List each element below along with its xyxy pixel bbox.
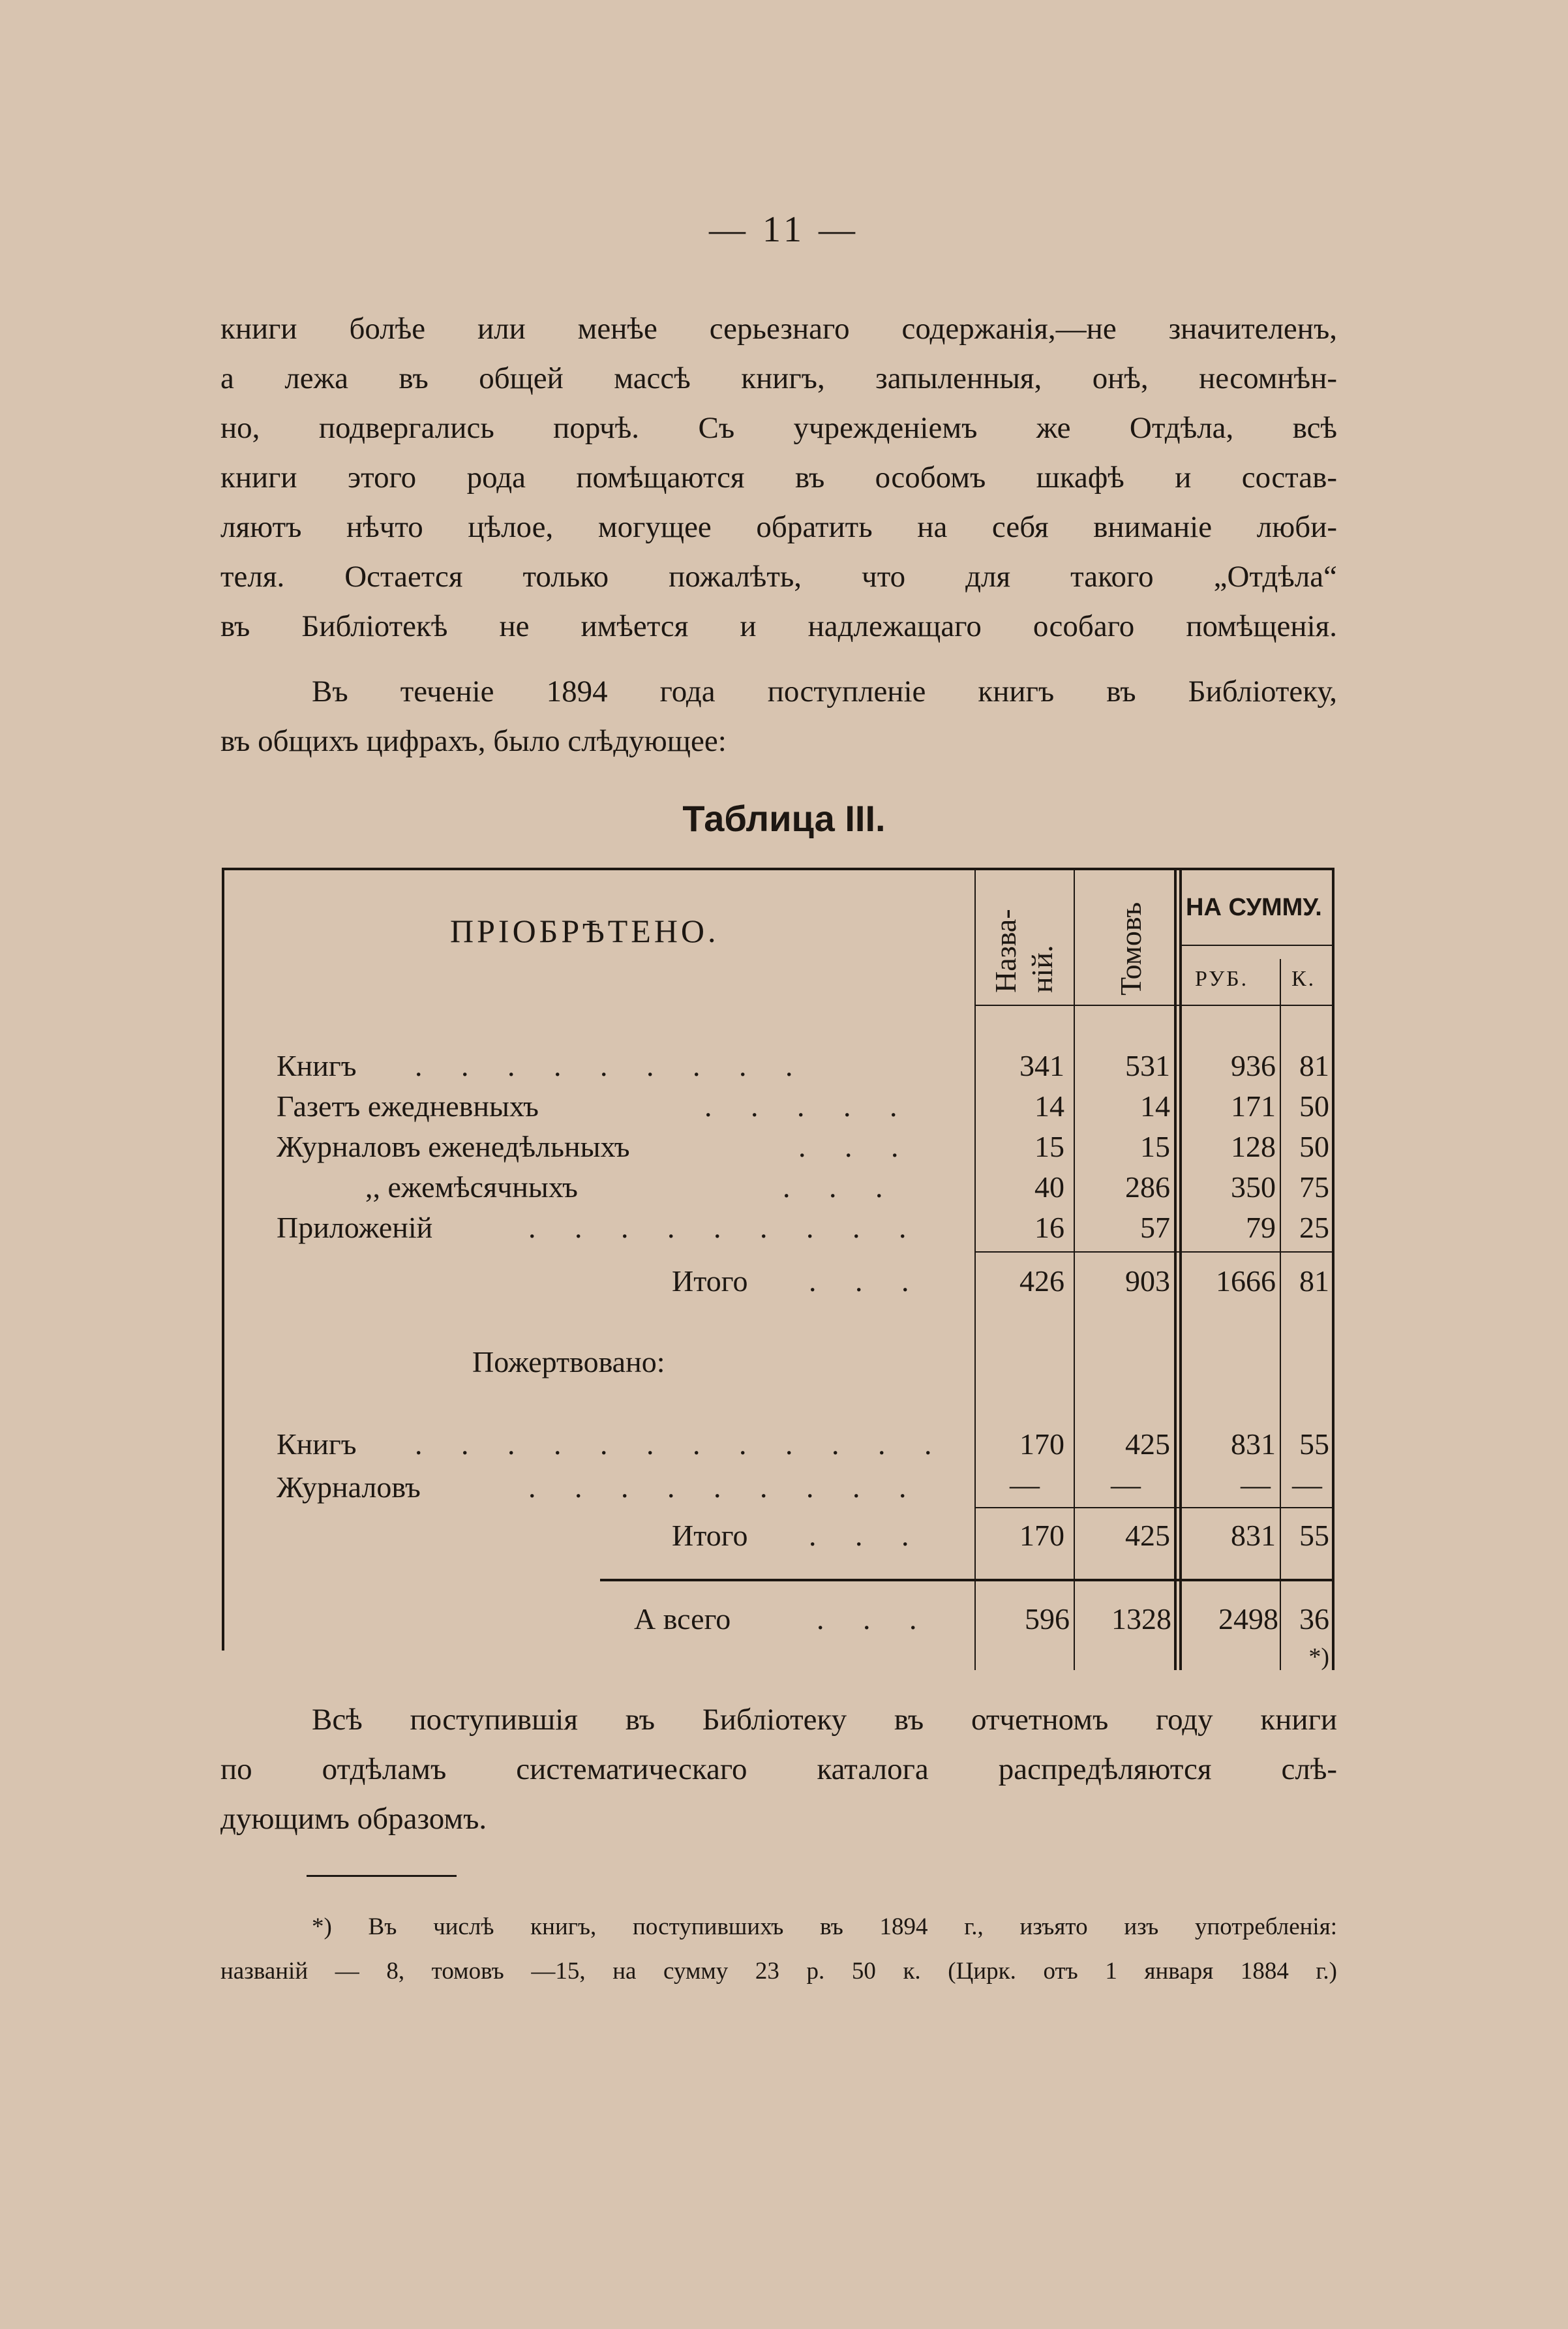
grand-total-label: А всего bbox=[634, 1602, 731, 1636]
cell-rub: 79 bbox=[1246, 1211, 1276, 1244]
column-divider bbox=[1074, 868, 1075, 1670]
row-label: Журналовъ bbox=[277, 1470, 421, 1504]
row-label: Журналовъ еженедѣльныхъ bbox=[277, 1130, 630, 1163]
column-divider bbox=[1280, 959, 1281, 1670]
subtotal-names: 170 bbox=[1019, 1519, 1064, 1552]
donated-header: Пожертвовано: bbox=[472, 1345, 665, 1378]
column-header-rub: РУБ. bbox=[1195, 967, 1249, 991]
cell-rub: — bbox=[1241, 1468, 1271, 1501]
leader-dots: . . . bbox=[783, 1170, 899, 1204]
row-label: Книгъ bbox=[277, 1427, 357, 1461]
footnote-mark: *) bbox=[1308, 1643, 1329, 1671]
row-label: Книгъ bbox=[277, 1049, 357, 1082]
text-line: Всѣ поступившія въ Библіотеку въ отчетномъ году книги bbox=[312, 1703, 1337, 1737]
column-header-names-1: Назва- bbox=[989, 909, 1022, 993]
cell-volumes: 425 bbox=[1125, 1427, 1170, 1461]
cell-kop: 55 bbox=[1299, 1427, 1329, 1461]
grand-total-kop: 36 bbox=[1299, 1602, 1329, 1636]
leader-dots: . . . . . . . . . bbox=[528, 1470, 922, 1504]
footnote-line: названій — 8, томовъ —15, на сумму 23 р. 50 к. (Цирк. отъ 1 января 1884 г.) bbox=[220, 1958, 1337, 1985]
row-label: ,, ежемѣсячныхъ bbox=[365, 1170, 578, 1204]
grand-total-volumes: 1328 bbox=[1111, 1602, 1171, 1636]
grand-total-names: 596 bbox=[1025, 1602, 1070, 1636]
column-header-kop: К. bbox=[1291, 967, 1316, 991]
leader-dots: . . . . . . . . . bbox=[528, 1211, 922, 1244]
cell-kop: 50 bbox=[1299, 1130, 1329, 1163]
subtotal-volumes: 903 bbox=[1125, 1264, 1170, 1298]
table-left-border bbox=[222, 868, 224, 1651]
header-rule bbox=[974, 1005, 1332, 1006]
page-number: — 11 — bbox=[709, 209, 859, 250]
cell-volumes: 286 bbox=[1125, 1170, 1170, 1204]
text-line: книги этого рода помѣщаются въ особомъ шкафѣ и состав- bbox=[220, 461, 1337, 495]
table-header-acquired: ПРІОБРѢТЕНО. bbox=[450, 913, 719, 949]
cell-names: 16 bbox=[1034, 1211, 1064, 1244]
text-line: дующимъ образомъ. bbox=[220, 1802, 487, 1836]
cell-names: — bbox=[1010, 1468, 1040, 1501]
cell-kop: 50 bbox=[1299, 1089, 1329, 1123]
footnote bbox=[220, 1905, 1337, 1994]
leader-dots: . . . bbox=[817, 1602, 933, 1636]
column-header-volumes: Томовъ bbox=[1114, 902, 1147, 996]
text-line: въ Библіотекѣ не имѣется и надлежащаго особаго помѣщенія. bbox=[220, 609, 1337, 643]
footnote-line: *) Въ числѣ книгъ, поступившихъ въ 1894 г., изъято изъ употребленія: bbox=[312, 1913, 1337, 1940]
cell-names: 341 bbox=[1019, 1049, 1064, 1082]
column-divider bbox=[974, 868, 976, 1670]
table-right-border bbox=[1332, 868, 1334, 1670]
column-header-names bbox=[988, 882, 1061, 993]
cell-volumes: 15 bbox=[1140, 1130, 1170, 1163]
cell-names: 170 bbox=[1019, 1427, 1064, 1461]
subtotal-kop: 81 bbox=[1299, 1264, 1329, 1298]
table-top-border bbox=[222, 868, 1334, 870]
cell-names: 15 bbox=[1034, 1130, 1064, 1163]
text-line: въ общихъ цифрахъ, было слѣдующее: bbox=[220, 724, 727, 758]
leader-dots: . . . bbox=[809, 1264, 925, 1298]
leader-dots: . . . . . . . . . . . . bbox=[415, 1427, 948, 1461]
subtotal-rule bbox=[974, 1507, 1332, 1508]
subtotal-rule bbox=[974, 1251, 1332, 1253]
subtotal-names: 426 bbox=[1019, 1264, 1064, 1298]
text-line: но, подвергались порчѣ. Съ учрежденіемъ же Отдѣла, всѣ bbox=[220, 411, 1337, 445]
cell-kop: 75 bbox=[1299, 1170, 1329, 1204]
leader-dots: . . . bbox=[809, 1519, 925, 1552]
text-line: по отдѣламъ систематическаго каталога распредѣляются слѣ- bbox=[220, 1752, 1337, 1786]
row-label: Газетъ ежедневныхъ bbox=[277, 1089, 539, 1123]
table-title: Таблица III. bbox=[682, 798, 886, 839]
cell-names: 14 bbox=[1034, 1089, 1064, 1123]
subtotal-label: Итого bbox=[672, 1519, 748, 1552]
footnote-rule bbox=[307, 1875, 457, 1877]
cell-volumes: — bbox=[1111, 1468, 1141, 1501]
column-header-sum: НА СУММУ. bbox=[1186, 894, 1322, 921]
cell-kop: 25 bbox=[1299, 1211, 1329, 1244]
subtotal-rub: 1666 bbox=[1216, 1264, 1276, 1298]
subtotal-kop: 55 bbox=[1299, 1519, 1329, 1552]
subtotal-volumes: 425 bbox=[1125, 1519, 1170, 1552]
cell-volumes: 531 bbox=[1125, 1049, 1170, 1082]
cell-kop: — bbox=[1292, 1468, 1322, 1501]
cell-rub: 936 bbox=[1231, 1049, 1276, 1082]
text-line: теля. Остается только пожалѣть, что для такого „Отдѣла“ bbox=[220, 560, 1337, 594]
text-line: книги болѣе или менѣе серьезнаго содержанія,—не значителенъ, bbox=[220, 312, 1337, 346]
text-line: а лежа въ общей массѣ книгъ, запыленныя, онѣ, несомнѣн- bbox=[220, 361, 1337, 395]
column-header-names-2: ній. bbox=[1025, 945, 1059, 993]
leader-dots: . . . bbox=[798, 1130, 914, 1163]
leader-dots: . . . . . bbox=[704, 1089, 913, 1123]
cell-rub: 128 bbox=[1231, 1130, 1276, 1163]
text-line: Въ теченіе 1894 года поступленіе книгъ въ Библіотеку, bbox=[312, 675, 1337, 708]
grand-total-rub: 2498 bbox=[1218, 1602, 1278, 1636]
cell-names: 40 bbox=[1034, 1170, 1064, 1204]
cell-volumes: 14 bbox=[1140, 1089, 1170, 1123]
text-line: ляютъ нѣчто цѣлое, могущее обратить на себя вниманіе люби- bbox=[220, 510, 1337, 544]
cell-rub: 171 bbox=[1231, 1089, 1276, 1123]
header-rule bbox=[1179, 945, 1332, 946]
leader-dots: . . . . . . . . . bbox=[415, 1049, 809, 1082]
cell-rub: 831 bbox=[1231, 1427, 1276, 1461]
cell-volumes: 57 bbox=[1140, 1211, 1170, 1244]
grand-total-rule bbox=[600, 1579, 1332, 1581]
subtotal-label: Итого bbox=[672, 1264, 748, 1298]
subtotal-rub: 831 bbox=[1231, 1519, 1276, 1552]
row-label: Приложеній bbox=[277, 1211, 433, 1244]
paragraph-3 bbox=[220, 1695, 1337, 1844]
cell-kop: 81 bbox=[1299, 1049, 1329, 1082]
cell-rub: 350 bbox=[1231, 1170, 1276, 1204]
column-divider bbox=[1174, 868, 1177, 1670]
